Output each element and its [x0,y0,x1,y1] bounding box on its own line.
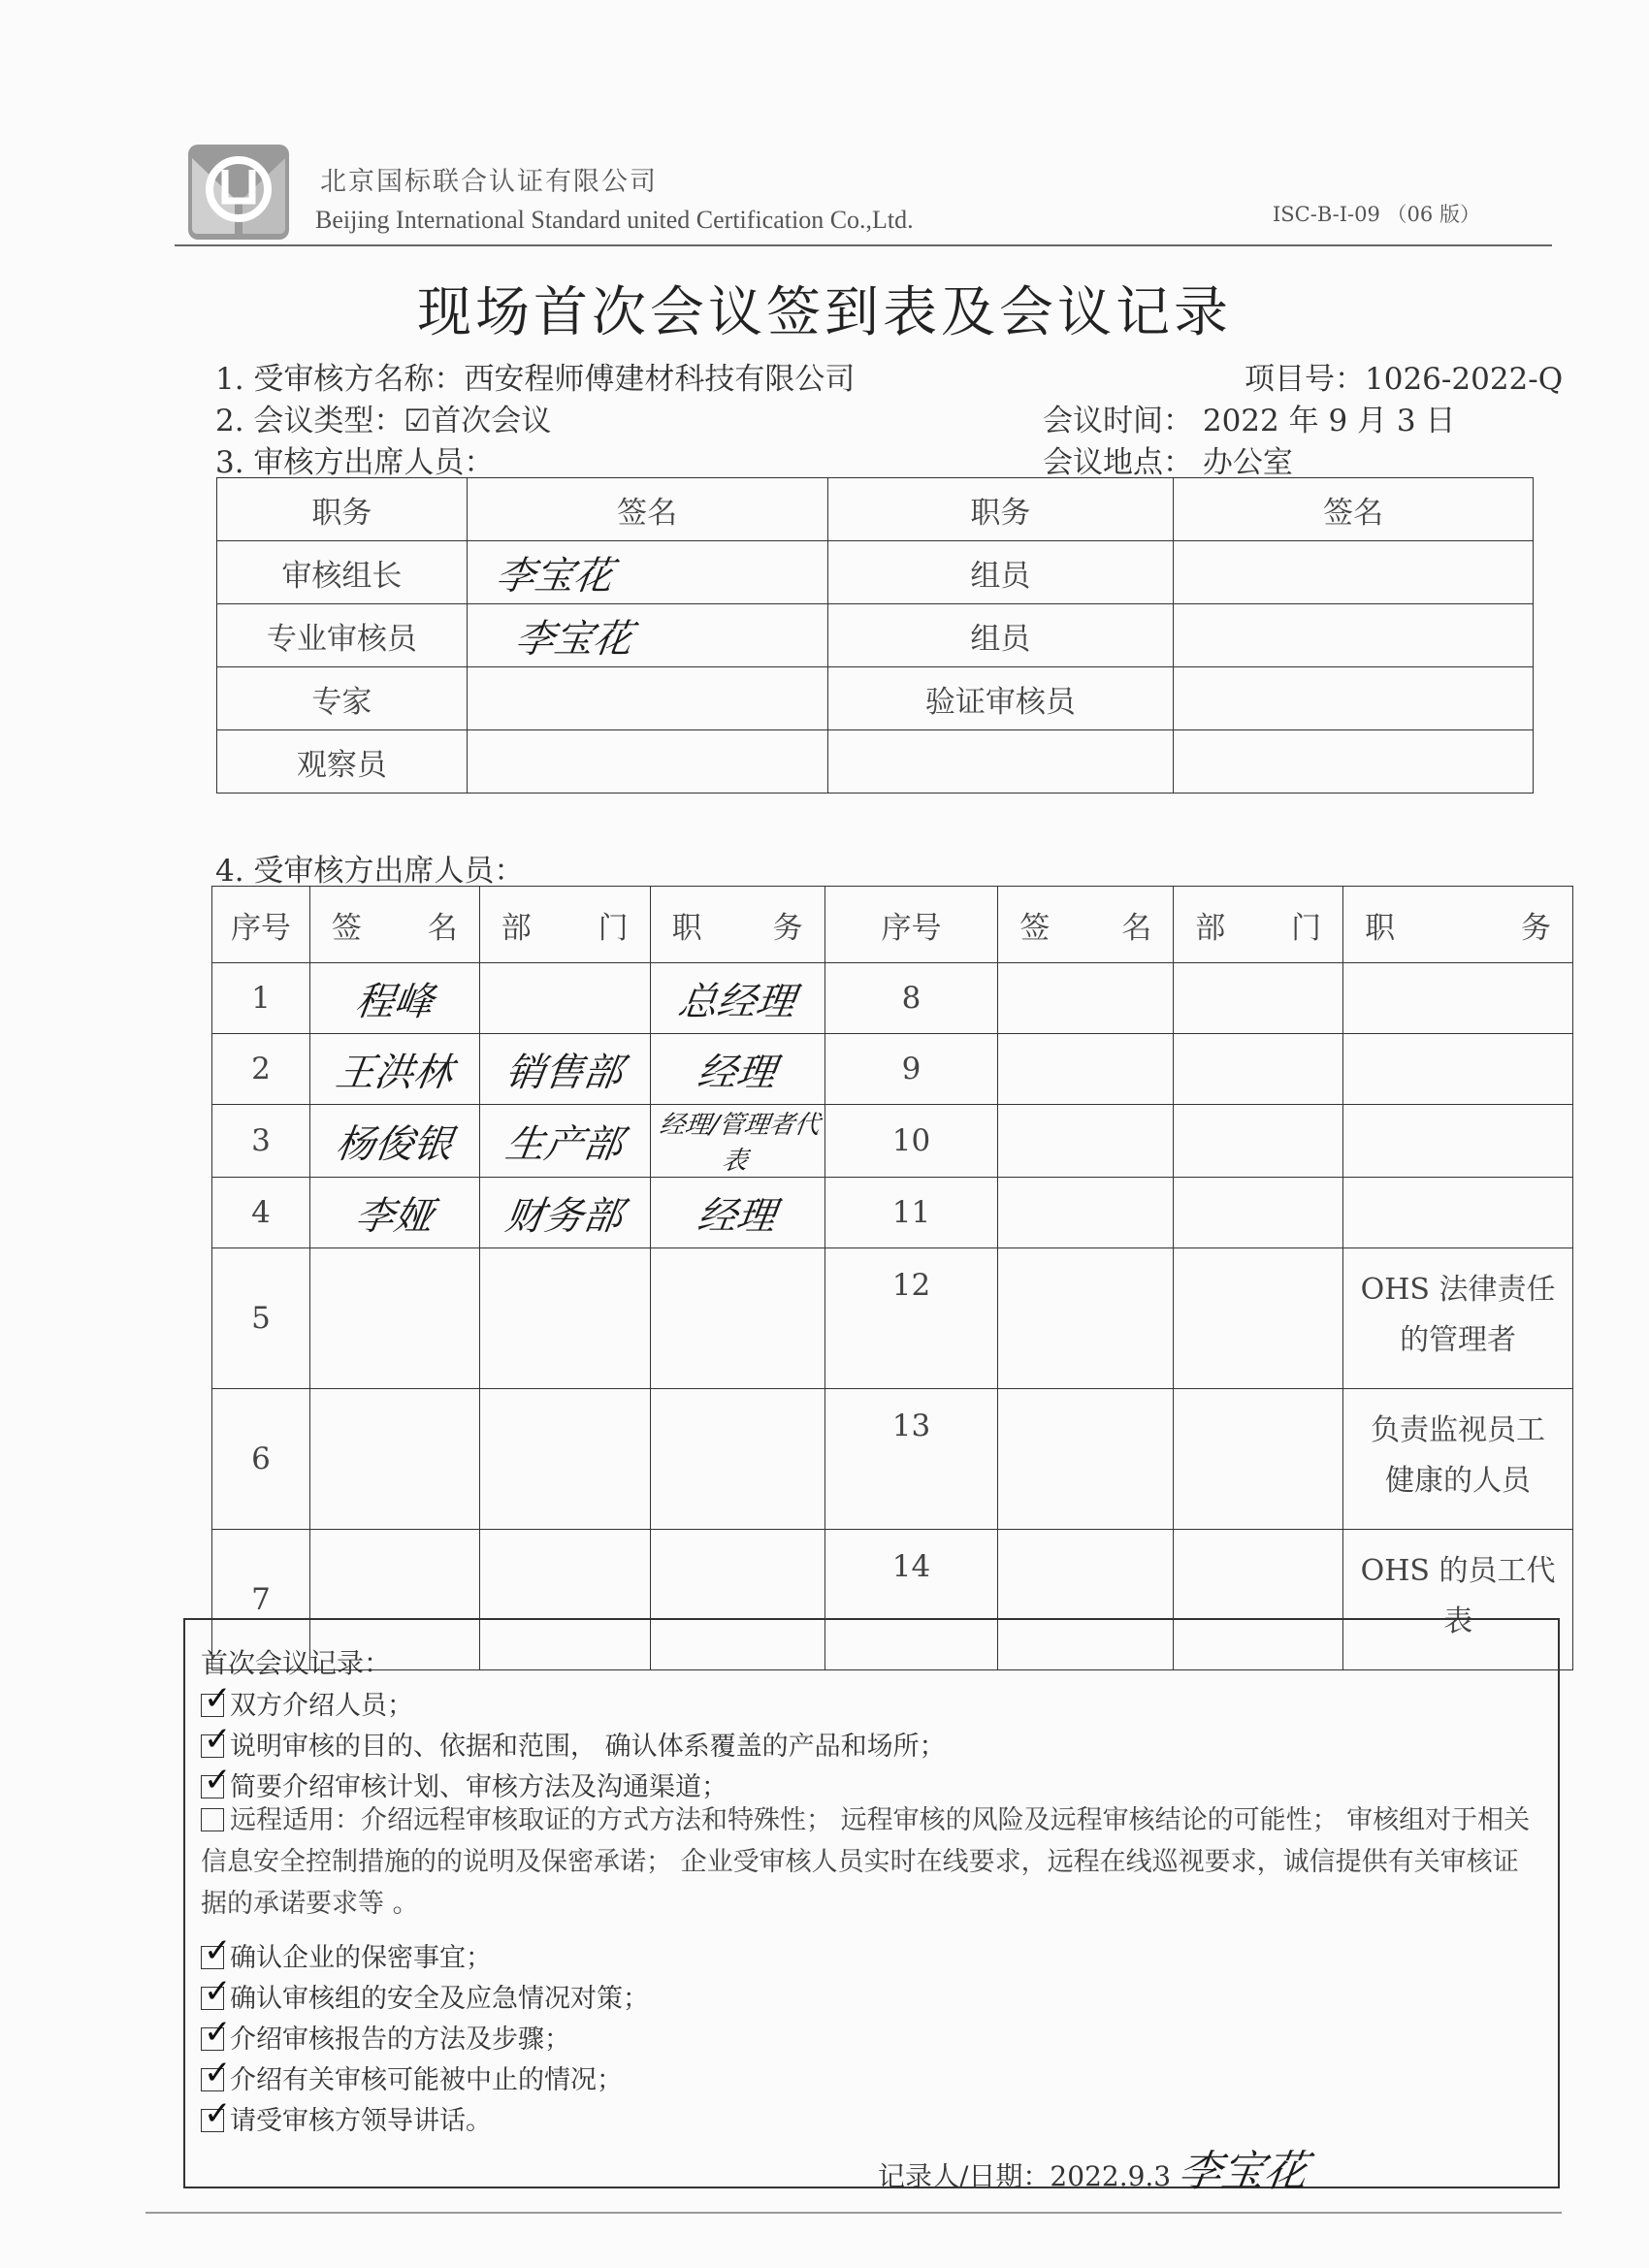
table-row [212,1389,1573,1530]
row-number: 7 [212,1530,310,1670]
handwritten-title: 经理 [695,1193,779,1239]
checklist-item-label: 介绍有关审核可能被中止的情况； [230,2065,623,2095]
header-cell [479,887,650,963]
table-row [217,541,1534,604]
title-line: OHS 法律责任 [1360,1273,1556,1307]
header-divider [175,244,1552,246]
company-name-en: Beijing International Standard united Certification Co.,Ltd. [315,206,914,234]
meeting-type: 2. 会议类型：☑首次会议 [215,404,552,438]
checked-box-icon [201,1946,224,1969]
handwritten-signature: 李宝花 [493,553,616,599]
department-cell [479,1105,650,1178]
checklist-item-label: 简要介绍审核计划、审核方法及沟通渠道； [230,1772,728,1802]
project-number: 项目号：1026-2022-Q [1245,362,1564,397]
row-number: 1 [212,963,310,1034]
row-number: 8 [824,963,998,1034]
header-cell: 签名 [1174,478,1534,541]
department-cell [479,1389,650,1530]
unchecked-box-icon [201,1808,224,1831]
checklist-item [201,2099,492,2137]
table-row [212,1178,1573,1248]
row-number: 5 [212,1248,310,1389]
checklist-item-label: 确认企业的保密事宜； [230,1943,492,1973]
remote-audit-text: 远程适用：介绍远程审核取证的方式方法和特殊性； 远程审核的风险及远程审核结论的可能性； 审核组对于相关信息安全控制措施的的说明及保密承诺； 企业受审核人员实时在线要求，远程在线巡视要求，诚信提供有关审核证据的承诺要求等 。 [201,1805,1531,1919]
title-cell [650,1389,824,1530]
table-row [212,963,1573,1034]
header-char: 部 [1195,910,1226,946]
role-cell: 观察员 [217,730,468,794]
checklist-item-label: 介绍审核报告的方法及步骤； [230,2025,570,2055]
signature-cell [1174,730,1534,794]
meeting-place: 会议地点： 办公室 [1043,445,1293,480]
remote-audit-paragraph [201,1799,1544,1925]
signature-cell [998,963,1174,1034]
department-cell [1174,1178,1343,1248]
row-number: 11 [824,1178,998,1248]
signature-cell [1174,667,1534,730]
role-cell: 组员 [827,604,1174,667]
department-cell [1174,1248,1343,1389]
title-cell [650,1034,824,1105]
department-cell [1174,1105,1343,1178]
header-cell: 序号 [212,887,310,963]
handwritten-title: 总经理 [675,979,798,1024]
signature-cell [1174,604,1534,667]
row-number: 13 [824,1389,998,1530]
department-cell [479,963,650,1034]
header-char: 务 [772,910,803,946]
auditee-attendees-label: 4. 受审核方出席人员： [215,854,525,889]
title-cell [1343,1105,1573,1178]
header-char: 部 [501,910,532,946]
header-cell: 签名 [467,478,827,541]
department-cell [1174,963,1343,1034]
title-cell [650,1178,824,1248]
header-char: 签 [331,910,362,946]
header-cell: 职务 [827,478,1174,541]
signature-cell [998,1034,1174,1105]
header-cell: 职务 [217,478,468,541]
role-cell: 审核组长 [217,541,468,604]
header-char: 名 [427,910,458,946]
signature-cell [309,963,479,1034]
row-number: 9 [824,1034,998,1105]
checked-box-icon [201,2068,224,2091]
department-cell [479,1248,650,1389]
checklist-item-label: 双方介绍人员； [230,1691,413,1721]
checklist-item [201,1977,649,2015]
department-cell [1174,1389,1343,1530]
company-name-cn: 北京国标联合认证有限公司 [320,167,658,197]
row-number: 12 [824,1248,998,1389]
title-line: 的管理者 [1400,1323,1517,1357]
checklist-item-label: 确认审核组的安全及应急情况对策； [230,1984,649,2014]
table-row [217,604,1534,667]
row-number: 6 [212,1389,310,1530]
checked-box-icon [201,2027,224,2051]
handwritten-title: 经理/管理者代表 [657,1111,822,1176]
records-title: 首次会议记录： [201,1647,392,1679]
table-row [217,730,1534,794]
form-code: ISC-B-I-09 （06 版） [1273,203,1480,226]
row-number: 4 [212,1178,310,1248]
signature-cell [1174,541,1534,604]
header-cell [1343,887,1573,963]
signature-cell [467,604,827,667]
checklist-item [201,1936,492,1974]
checked-box-icon [201,2109,224,2132]
checklist-item-label: 请受审核方领导讲话。 [230,2106,492,2136]
header-cell [1174,887,1343,963]
department-cell [479,1034,650,1105]
role-cell: 专家 [217,667,468,730]
title-cell [1343,1034,1573,1105]
title-line: 健康的人员 [1385,1464,1532,1498]
checklist-item [201,1684,413,1722]
checklist-item-label: 说明审核的目的、依据和范围， 确认体系覆盖的产品和场所； [230,1732,946,1762]
role-cell: 验证审核员 [827,667,1174,730]
handwritten-signature: 程峰 [352,979,436,1024]
department-cell [1174,1034,1343,1105]
row-number: 10 [824,1105,998,1178]
signature-cell [309,1389,479,1530]
handwritten-signature: 王洪林 [333,1050,456,1095]
signature-cell [998,1389,1174,1530]
header-char: 名 [1121,910,1152,946]
signature-cell [309,1248,479,1389]
header-char: 职 [1365,910,1396,946]
signature-cell [998,1178,1174,1248]
auditee-name: 1. 受审核方名称：西安程师傅建材科技有限公司 [215,362,856,397]
checked-box-icon [201,1694,224,1717]
header-cell [309,887,479,963]
bottom-divider [146,2212,1562,2214]
header-char: 职 [671,910,702,946]
auditors-label: 3. 审核方出席人员： [215,445,495,480]
checked-box-icon [201,1775,224,1798]
signature-cell [309,1034,479,1105]
header-char: 门 [1291,910,1322,946]
signature-cell [998,1105,1174,1178]
header-cell: 序号 [824,887,998,963]
table-row [212,1248,1573,1389]
checklist-item [201,2058,623,2096]
title-cell [650,963,824,1034]
header-cell [650,887,824,963]
company-logo [184,141,293,243]
recorder-label: 记录人/日期：2022.9.3 [878,2160,1172,2192]
table-header-row [217,478,1534,541]
title-line: 负责监视员工 [1371,1413,1546,1447]
auditor-attendance-table [216,477,1534,794]
meeting-time: 会议时间： 2022 年 9 月 3 日 [1043,404,1456,438]
row-number: 3 [212,1105,310,1178]
table-row [212,1105,1573,1178]
table-row [212,1034,1573,1105]
handwritten-signature: 李宝花 [512,616,635,662]
row-number: 14 [824,1530,998,1670]
table-header-row [212,887,1573,963]
handwritten-department: 销售部 [502,1050,626,1095]
handwritten-department: 生产部 [502,1121,626,1167]
recorder-date [878,2136,1308,2198]
department-cell [479,1178,650,1248]
handwritten-signature: 李宝花 [1175,2147,1310,2196]
signature-cell [467,541,827,604]
title-cell [1343,1248,1573,1389]
table-row [217,667,1534,730]
title-cell [650,1248,824,1389]
signature-cell [467,730,827,794]
header-char: 务 [1521,910,1551,946]
checked-box-icon [201,1987,224,2010]
handwritten-title: 经理 [695,1050,779,1095]
auditee-attendance-table [211,886,1573,1670]
title-cell [1343,1178,1573,1248]
checklist-item [201,1725,946,1763]
signature-cell [309,1178,479,1248]
title-cell [1343,963,1573,1034]
role-cell: 专业审核员 [217,604,468,667]
title-line: 表 [1443,1604,1473,1638]
header-char: 门 [598,910,629,946]
checked-box-icon [201,1734,224,1758]
title-line: OHS 的员工代 [1360,1554,1556,1588]
title-cell [1343,1389,1573,1530]
page-title: 现场首次会议签到表及会议记录 [417,281,1232,344]
handwritten-signature: 李娅 [352,1193,436,1239]
header-cell [998,887,1174,963]
signature-cell [309,1105,479,1178]
title-cell [650,1105,824,1178]
role-cell: 组员 [827,541,1174,604]
signature-cell [998,1248,1174,1389]
row-number: 2 [212,1034,310,1105]
checklist-item [201,2018,570,2056]
header-char: 签 [1019,910,1051,946]
handwritten-signature: 杨俊银 [333,1121,456,1167]
signature-cell [467,667,827,730]
role-cell [827,730,1174,794]
checklist-item [201,1766,728,1803]
handwritten-department: 财务部 [502,1193,626,1239]
